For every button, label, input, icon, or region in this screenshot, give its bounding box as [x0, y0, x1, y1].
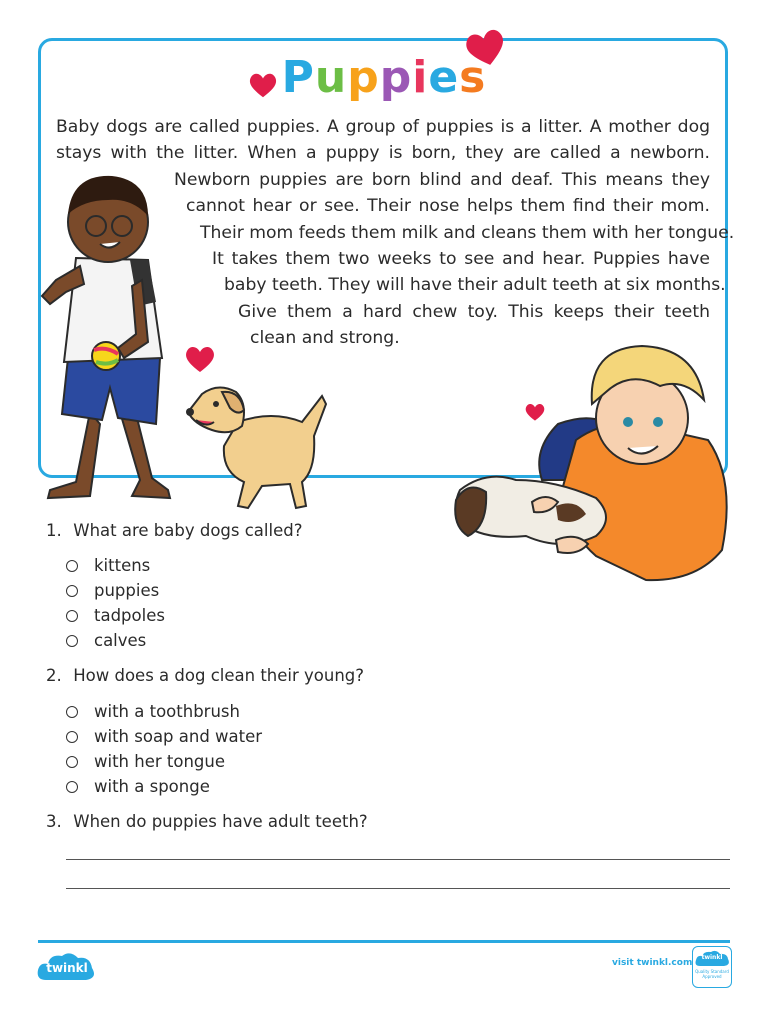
radio-button[interactable]	[66, 781, 78, 793]
answer-option[interactable]	[66, 727, 262, 746]
footer-divider	[38, 940, 730, 943]
radio-button[interactable]	[66, 756, 78, 768]
answer-option[interactable]	[66, 702, 240, 721]
answer-option[interactable]	[66, 777, 210, 796]
option-label: with a sponge	[94, 777, 210, 796]
answer-line[interactable]	[66, 859, 730, 860]
question-number: 1.	[46, 521, 62, 540]
question-2	[46, 666, 364, 685]
option-label: with a toothbrush	[94, 702, 240, 721]
option-label: calves	[94, 631, 147, 650]
answer-option[interactable]	[66, 556, 150, 575]
title-letter: i	[412, 52, 429, 103]
twinkl-logo	[36, 950, 96, 988]
title-letter: P	[281, 52, 315, 103]
radio-button[interactable]	[66, 731, 78, 743]
badge-text: Quality Standard Approved	[695, 969, 729, 979]
title-letter: e	[428, 52, 460, 103]
answer-option[interactable]	[66, 752, 225, 771]
option-label: puppies	[94, 581, 160, 600]
boy-with-ball-illustration	[20, 162, 185, 510]
question-number: 2.	[46, 666, 62, 685]
option-label: with her tongue	[94, 752, 225, 771]
title-letter: p	[379, 52, 413, 103]
question-text: What are baby dogs called?	[73, 521, 303, 540]
radio-button[interactable]	[66, 610, 78, 622]
boy-with-puppy-illustration	[446, 330, 738, 592]
question-number: 3.	[46, 812, 62, 831]
question-text: How does a dog clean their young?	[73, 666, 365, 685]
passage-line: baby teeth. They will have their adult teeth at six months.	[224, 275, 726, 296]
option-label: tadpoles	[94, 606, 165, 625]
title-letter: s	[459, 52, 487, 103]
quality-badge	[692, 946, 732, 988]
question-3	[46, 812, 368, 831]
passage-line: clean and strong.	[250, 328, 400, 349]
radio-button[interactable]	[66, 706, 78, 718]
title-letter: u	[314, 52, 348, 103]
question-1	[46, 521, 302, 540]
passage-line: Give them a hard chew toy. This keeps their teeth	[238, 301, 710, 322]
option-label: kittens	[94, 556, 151, 575]
radio-button[interactable]	[66, 560, 78, 572]
passage-line: Baby dogs are called puppies. A group of puppies is a litter. A mother dog	[56, 117, 710, 137]
passage-line: cannot hear or see. Their nose helps them find their mom.	[186, 196, 710, 217]
answer-line[interactable]	[66, 888, 730, 889]
option-label: with soap and water	[94, 727, 263, 746]
puppy-illustration	[182, 374, 334, 512]
radio-button[interactable]	[66, 585, 78, 597]
title-letter: p	[347, 52, 380, 103]
radio-button[interactable]	[66, 635, 78, 647]
visit-link[interactable]: visit twinkl.com	[612, 958, 693, 968]
answer-option[interactable]	[66, 631, 146, 650]
passage-line: stays with the litter. When a puppy is born, they are called a newborn.	[56, 143, 710, 164]
passage-line: Their mom feeds them milk and cleans them with her tongue.	[200, 222, 735, 243]
badge-title: twinkl	[701, 954, 723, 961]
answer-option[interactable]	[66, 581, 159, 600]
logo-text: twinkl	[46, 961, 88, 975]
answer-option[interactable]	[66, 606, 165, 625]
passage-line: It takes them two weeks to see and hear. Puppies have	[212, 249, 710, 270]
passage-line: Newborn puppies are born blind and deaf. This means they	[174, 169, 710, 190]
page-title	[0, 52, 768, 103]
question-text: When do puppies have adult teeth?	[73, 812, 368, 831]
